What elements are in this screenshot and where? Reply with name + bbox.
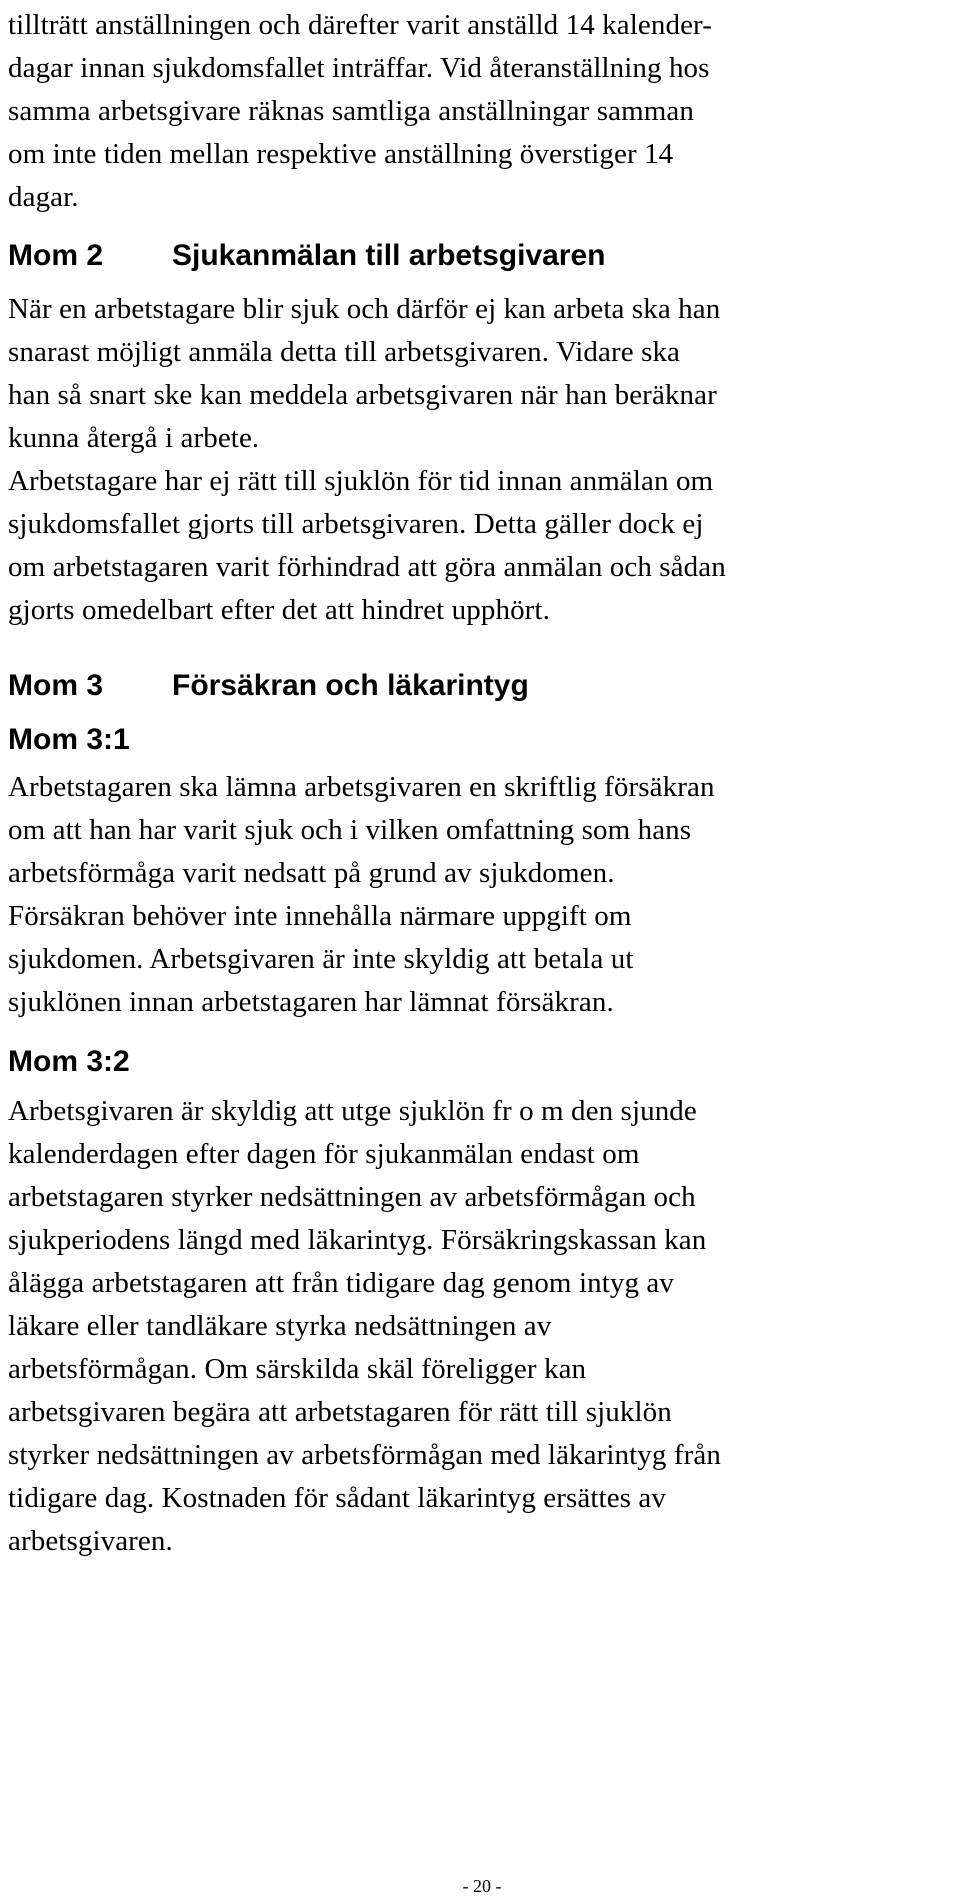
text-line: När en arbetstagare blir sjuk och därför ej kan arbeta ska han	[8, 293, 721, 325]
mom3-1-paragraph	[8, 766, 953, 1024]
text-line: om arbetstagaren varit förhindrad att göra anmälan och sådan	[8, 551, 726, 583]
section-heading-mom3	[8, 668, 529, 704]
text-line: arbetsförmåga varit nedsatt på grund av sjukdomen.	[8, 857, 615, 889]
text-line: kalenderdagen efter dagen för sjukanmälan endast om	[8, 1138, 640, 1170]
text-line: kunna återgå i arbete.	[8, 422, 260, 454]
text-line: om att han har varit sjuk och i vilken omfattning som hans	[8, 814, 692, 846]
subsection-label: Mom 3:1	[8, 723, 130, 756]
text-line: tillträtt anställningen och därefter varit anställd 14 kalender-	[8, 9, 712, 41]
text-line: dagar innan sjukdomsfallet inträffar. Vid återanställning hos	[8, 52, 710, 84]
page-number: - 20 -	[462, 1876, 502, 1896]
text-line: sjuklönen innan arbetstagaren har lämnat försäkran.	[8, 986, 614, 1018]
text-line: tidigare dag. Kostnaden för sådant läkarintyg ersättes av	[8, 1482, 666, 1514]
subsection-heading-mom3-1	[8, 722, 130, 758]
text-line: arbetstagaren styrker nedsättningen av arbetsförmågan och	[8, 1181, 696, 1213]
text-line: Arbetsgivaren är skyldig att utge sjuklön fr o m den sjunde	[8, 1095, 697, 1127]
text-line: läkare eller tandläkare styrka nedsättningen av	[8, 1310, 552, 1342]
text-line: sjukdomen. Arbetsgivaren är inte skyldig att betala ut	[8, 943, 634, 975]
text-line: arbetsgivaren.	[8, 1525, 173, 1557]
text-line: Försäkran behöver inte innehålla närmare uppgift om	[8, 900, 632, 932]
text-line: styrker nedsättningen av arbetsförmågan med läkarintyg från	[8, 1439, 721, 1471]
text-line: om inte tiden mellan respektive anställning överstiger 14	[8, 138, 674, 170]
text-line: gjorts omedelbart efter det att hindret upphört.	[8, 594, 550, 626]
text-line: arbetsförmågan. Om särskilda skäl föreligger kan	[8, 1353, 587, 1385]
text-line: Arbetstagaren ska lämna arbetsgivaren en skriftlig försäkran	[8, 771, 715, 803]
intro-paragraph	[8, 4, 953, 219]
section-number: Mom 3	[8, 669, 104, 702]
section-title: Sjukanmälan till arbetsgivaren	[172, 239, 606, 272]
page-footer	[0, 1876, 960, 1896]
text-line: Arbetstagare har ej rätt till sjuklön för tid innan anmälan om	[8, 465, 714, 497]
mom2-paragraph-1	[8, 288, 953, 460]
section-number: Mom 2	[8, 239, 104, 272]
text-line: ålägga arbetstagaren att från tidigare dag genom intyg av	[8, 1267, 674, 1299]
mom3-2-paragraph	[8, 1090, 953, 1563]
section-title: Försäkran och läkarintyg	[172, 669, 529, 702]
text-line: snarast möjligt anmäla detta till arbetsgivaren. Vidare ska	[8, 336, 681, 368]
section-heading-mom2	[8, 238, 606, 274]
text-line: arbetsgivaren begära att arbetstagaren för rätt till sjuklön	[8, 1396, 672, 1428]
mom2-paragraph-2	[8, 460, 953, 632]
subsection-heading-mom3-2	[8, 1044, 130, 1080]
subsection-label: Mom 3:2	[8, 1045, 130, 1078]
text-line: samma arbetsgivare räknas samtliga anställningar samman	[8, 95, 694, 127]
text-line: dagar.	[8, 181, 79, 213]
text-line: han så snart ske kan meddela arbetsgivaren när han beräknar	[8, 379, 717, 411]
text-line: sjukperiodens längd med läkarintyg. Försäkringskassan kan	[8, 1224, 707, 1256]
text-line: sjukdomsfallet gjorts till arbetsgivaren. Detta gäller dock ej	[8, 508, 704, 540]
